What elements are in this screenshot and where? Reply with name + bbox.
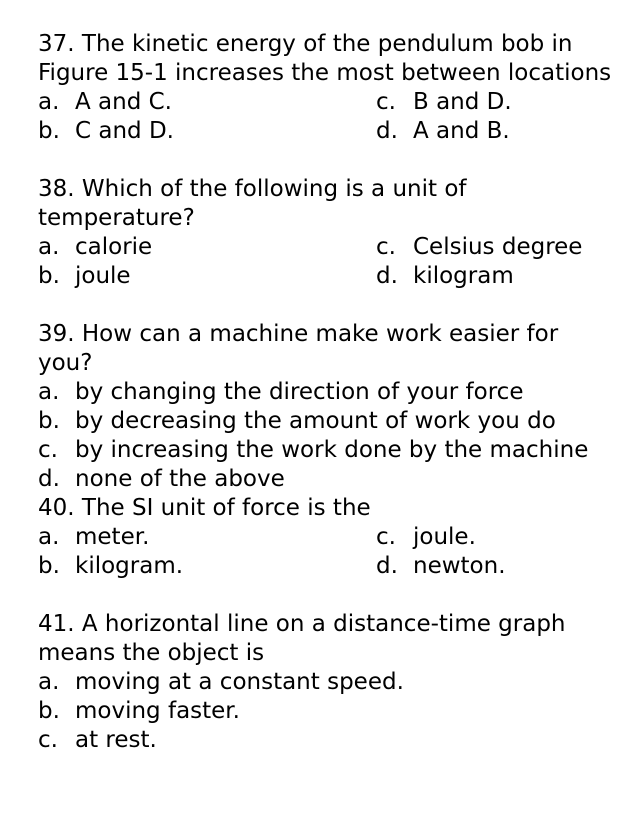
option-text: calorie bbox=[75, 234, 153, 260]
options-row bbox=[38, 523, 618, 552]
option-letter: b. bbox=[38, 698, 60, 724]
option-a bbox=[38, 378, 618, 407]
option-letter: b. bbox=[38, 408, 60, 434]
option-text: moving faster. bbox=[75, 698, 240, 724]
option-letter: c. bbox=[376, 524, 396, 550]
option-text: by decreasing the amount of work you do bbox=[75, 408, 556, 434]
question-stem: 40. The SI unit of force is the bbox=[38, 495, 371, 521]
question-39 bbox=[38, 320, 618, 494]
option-text: meter. bbox=[75, 524, 150, 550]
option-letter: a. bbox=[38, 234, 60, 260]
option-letter: a. bbox=[38, 524, 60, 550]
option-text: moving at a constant speed. bbox=[75, 669, 404, 695]
option-c bbox=[376, 88, 618, 117]
option-a bbox=[38, 233, 375, 262]
option-text: by changing the direction of your force bbox=[75, 379, 524, 405]
option-letter: a. bbox=[38, 669, 60, 695]
question-stem: 39. How can a machine make work easier for you? bbox=[38, 321, 566, 376]
option-text: joule bbox=[75, 263, 131, 289]
question-stem: 38. Which of the following is a unit of temperature? bbox=[38, 176, 474, 231]
options-row bbox=[38, 233, 618, 262]
option-letter: a. bbox=[38, 89, 60, 115]
question-37 bbox=[38, 30, 618, 146]
option-b bbox=[38, 407, 618, 436]
option-text: A and B. bbox=[413, 118, 510, 144]
option-d bbox=[376, 552, 618, 581]
question-38 bbox=[38, 175, 618, 291]
option-text: by increasing the work done by the machine bbox=[75, 437, 589, 463]
option-c bbox=[376, 523, 618, 552]
options-row bbox=[38, 552, 618, 581]
option-letter: c. bbox=[376, 234, 396, 260]
option-b bbox=[38, 697, 618, 726]
option-a bbox=[38, 668, 618, 697]
question-40 bbox=[38, 494, 618, 581]
option-b bbox=[38, 117, 375, 146]
option-text: A and C. bbox=[75, 89, 172, 115]
option-a bbox=[38, 523, 375, 552]
question-41 bbox=[38, 610, 618, 755]
option-c bbox=[38, 726, 618, 755]
option-d bbox=[376, 117, 618, 146]
option-letter: c. bbox=[38, 727, 58, 753]
options-row bbox=[38, 88, 618, 117]
option-b bbox=[38, 552, 375, 581]
option-text: C and D. bbox=[75, 118, 174, 144]
option-letter: c. bbox=[376, 89, 396, 115]
option-text: at rest. bbox=[75, 727, 157, 753]
option-letter: b. bbox=[38, 118, 60, 144]
option-text: kilogram. bbox=[75, 553, 184, 579]
option-letter: b. bbox=[38, 553, 60, 579]
option-text: none of the above bbox=[75, 466, 285, 492]
question-stem: 37. The kinetic energy of the pendulum bob in Figure 15-1 increases the most between locations bbox=[38, 31, 612, 86]
option-letter: d. bbox=[38, 466, 60, 492]
options-row bbox=[38, 262, 618, 291]
option-letter: c. bbox=[38, 437, 58, 463]
option-b bbox=[38, 262, 375, 291]
option-letter: d. bbox=[376, 118, 398, 144]
option-text: B and D. bbox=[413, 89, 512, 115]
question-stem: 41. A horizontal line on a distance-time graph means the object is bbox=[38, 611, 573, 666]
option-text: joule. bbox=[413, 524, 476, 550]
option-text: Celsius degree bbox=[413, 234, 583, 260]
option-letter: d. bbox=[376, 553, 398, 579]
option-a bbox=[38, 88, 375, 117]
option-text: newton. bbox=[413, 553, 506, 579]
option-letter: a. bbox=[38, 379, 60, 405]
option-letter: d. bbox=[376, 263, 398, 289]
option-d bbox=[38, 465, 618, 494]
option-text: kilogram bbox=[413, 263, 514, 289]
option-letter: b. bbox=[38, 263, 60, 289]
option-c bbox=[376, 233, 618, 262]
option-d bbox=[376, 262, 618, 291]
option-c bbox=[38, 436, 618, 465]
options-row bbox=[38, 117, 618, 146]
